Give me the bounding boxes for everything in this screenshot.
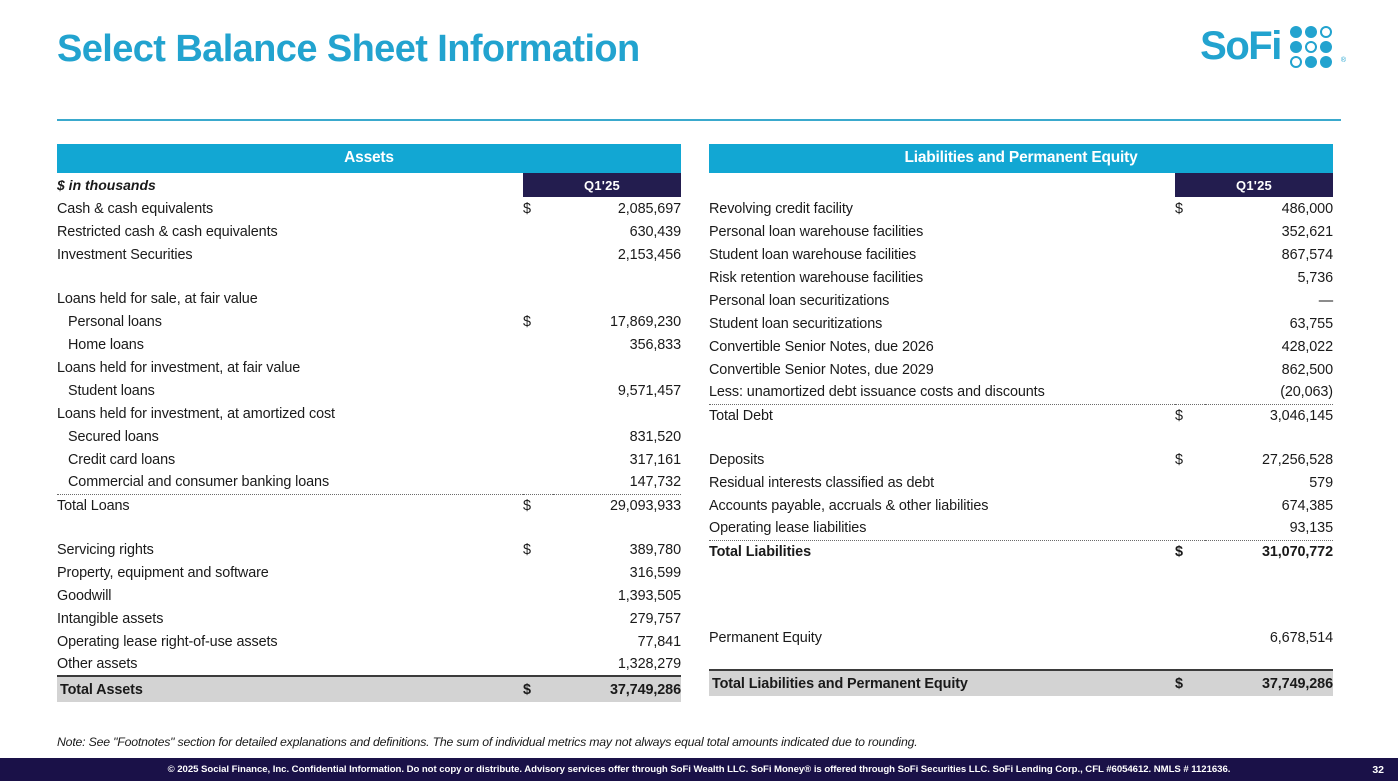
row-currency-symbol [1175,289,1205,312]
row-label: Revolving credit facility [709,200,853,217]
table-row [709,670,1333,696]
table-spacer-row [57,266,681,287]
row-currency-symbol: $ [1175,404,1205,427]
row-value: 630,439 [629,223,681,240]
row-value: 674,385 [1281,497,1333,514]
table-spacer-row [57,517,681,538]
row-currency-symbol [523,243,553,266]
table-row [57,561,681,584]
row-label: Total Liabilities [709,540,1175,563]
row-value: 27,256,528 [1261,451,1333,468]
row-value: 862,500 [1281,361,1333,378]
table-row [57,630,681,653]
table-row [57,538,681,561]
row-currency-symbol: $ [1175,200,1183,217]
liabilities-rows [709,197,1333,696]
row-label: Total Loans [57,494,523,517]
row-value: 867,574 [1281,246,1333,263]
row-currency-symbol: $ [1175,451,1183,468]
row-label: Servicing rights [57,541,154,558]
row-currency-symbol [523,448,553,471]
table-row [57,287,681,310]
table-row [57,356,681,379]
footer-bar [0,758,1398,781]
table-row [57,425,681,448]
table-row [709,448,1333,471]
row-value: 77,841 [637,633,681,650]
logo-dot [1305,56,1317,68]
row-label: Convertible Senior Notes, due 2029 [709,361,934,378]
table-row [709,358,1333,381]
liabilities-table-header: Liabilities and Permanent Equity [709,144,1333,173]
row-currency-symbol [523,607,553,630]
table-row [709,335,1333,358]
footer-legal-text: © 2025 Social Finance, Inc. Confidential Information. Do not copy or distribute. Advisory services offer through SoFi Wealth LLC. SoFi Money® is offered through SoFi Securities LLC. SoFi Lending Corp., CFL #6054612. NMLS # 1121636. [167,764,1231,775]
row-currency-symbol [1175,335,1205,358]
assets-table [57,144,681,702]
logo-dot [1290,41,1302,53]
table-row [57,653,681,676]
row-label: Home loans [68,336,144,353]
row-currency-symbol: $ [1175,670,1205,696]
row-value: (20,063) [1280,384,1333,401]
row-label: Total Assets [57,676,523,702]
row-label: Student loans [68,382,155,399]
liabilities-column-header-row [709,173,1333,197]
table-spacer-row [709,584,1333,605]
row-label: Secured loans [68,428,159,445]
row-value: 29,093,933 [553,494,681,517]
table-row [709,312,1333,335]
row-currency-symbol [523,425,553,448]
row-value: 316,599 [629,564,681,581]
row-value: 579 [1309,474,1333,491]
row-value [553,356,681,379]
row-label: Student loan warehouse facilities [709,246,917,263]
table-row [709,626,1333,649]
assets-table-header: Assets [57,144,681,173]
row-label: Commercial and consumer banking loans [68,474,330,491]
row-value: 1,393,505 [617,587,681,604]
table-row [57,197,681,220]
row-label: Risk retention warehouse facilities [709,269,924,286]
row-currency-symbol [1175,381,1205,404]
table-row [57,379,681,402]
row-label: Loans held for investment, at fair value [57,359,301,376]
row-value: 5,736 [1297,269,1333,286]
row-label: Student loan securitizations [709,315,883,332]
row-label: Less: unamortized debt issuance costs and discounts [709,384,1045,401]
row-label: Personal loans [68,313,162,330]
table-row [57,310,681,333]
table-row [709,266,1333,289]
row-value: 31,070,772 [1205,540,1333,563]
title-divider [57,119,1341,121]
row-label: Other assets [57,656,138,672]
table-row [709,197,1333,220]
logo-dot [1305,26,1317,38]
table-row [57,494,681,517]
row-currency-symbol [523,220,553,243]
row-currency-symbol [523,356,553,379]
row-label: Restricted cash & cash equivalents [57,223,278,240]
row-currency-symbol: $ [523,676,553,702]
table-row [709,471,1333,494]
row-currency-symbol: $ [523,200,531,217]
footnote-note: Note: See "Footnotes" section for detailed explanations and definitions. The sum of individual metrics may not always equal total amounts indicated due to rounding. [57,735,918,749]
table-row [57,607,681,630]
registered-trademark-icon: ® [1340,57,1346,64]
row-value: 356,833 [629,336,681,353]
row-value: 389,780 [629,541,681,558]
row-currency-symbol [523,653,553,676]
table-row [709,220,1333,243]
row-currency-symbol [1175,494,1205,517]
row-value: 93,135 [1289,520,1333,537]
row-currency-symbol [1175,243,1205,266]
row-label: Operating lease liabilities [709,520,867,537]
table-row [709,540,1333,563]
row-value: 428,022 [1281,338,1333,355]
sofi-logo [1200,24,1346,68]
row-label: Personal loan warehouse facilities [709,223,924,240]
row-value: 2,085,697 [617,200,681,217]
row-label: Operating lease right-of-use assets [57,633,278,650]
table-row [57,333,681,356]
row-label: Residual interests classified as debt [709,474,935,491]
row-label: Total Liabilities and Permanent Equity [709,670,1175,696]
row-currency-symbol: $ [523,313,531,330]
row-value: 279,757 [629,610,681,627]
logo-dot [1320,41,1332,53]
logo-dot [1305,41,1317,53]
row-value: 37,749,286 [553,676,681,702]
logo-dot [1320,56,1332,68]
row-currency-symbol [1175,471,1205,494]
row-value: 6,678,514 [1269,629,1333,646]
table-row [709,404,1333,427]
row-value: 352,621 [1281,223,1333,240]
logo-dot [1290,56,1302,68]
assets-column-header-row [57,173,681,197]
row-currency-symbol [1175,517,1205,540]
table-row [57,220,681,243]
row-currency-symbol: $ [523,494,553,517]
table-spacer-row [709,563,1333,584]
row-value: 63,755 [1289,315,1333,332]
row-label: Credit card loans [68,451,176,468]
table-row [709,381,1333,404]
row-value: 17,869,230 [609,313,681,330]
row-label: Permanent Equity [709,629,822,646]
table-row [709,243,1333,266]
row-currency-symbol [523,561,553,584]
table-row [57,676,681,702]
table-row [709,494,1333,517]
sofi-dot-grid-icon [1290,26,1332,68]
row-label: Cash & cash equivalents [57,200,214,217]
row-label: Investment Securities [57,246,193,263]
table-spacer-row [709,605,1333,626]
table-spacer-row [709,649,1333,670]
row-label: Property, equipment and software [57,564,269,581]
table-spacer-row [709,427,1333,448]
row-label: Accounts payable, accruals & other liabilities [709,497,989,514]
row-currency-symbol: $ [1175,540,1205,563]
table-row [57,471,681,494]
row-currency-symbol [523,379,553,402]
row-label: Loans held for sale, at fair value [57,290,258,307]
row-currency-symbol [1175,220,1205,243]
row-label: Deposits [709,451,765,468]
row-label: Intangible assets [57,610,164,627]
row-currency-symbol [523,333,553,356]
table-row [57,402,681,425]
table-row [709,517,1333,540]
row-value: 9,571,457 [617,382,681,399]
page-title: Select Balance Sheet Information [57,28,640,70]
row-value [553,287,681,310]
row-value: 831,520 [629,428,681,445]
liabilities-period-header: Q1'25 [1175,173,1333,197]
row-value: 1,328,279 [617,656,681,672]
row-currency-symbol [523,287,553,310]
page-number: 32 [1372,763,1384,776]
row-currency-symbol [1175,312,1205,335]
row-value: 486,000 [1281,200,1333,217]
table-row [57,448,681,471]
row-value: 3,046,145 [1205,404,1333,427]
logo-dot [1290,26,1302,38]
assets-unit-label: $ in thousands [57,177,156,193]
row-label: Goodwill [57,587,112,604]
row-currency-symbol [1175,358,1205,381]
row-value: 317,161 [629,451,681,468]
row-currency-symbol [523,471,553,494]
row-currency-symbol [1175,626,1205,649]
row-label: Personal loan securitizations [709,292,890,309]
row-currency-symbol: $ [523,541,531,558]
row-value: 147,732 [629,474,681,491]
assets-rows [57,197,681,702]
logo-dot [1320,26,1332,38]
table-row [709,289,1333,312]
sofi-wordmark: SoFi [1200,24,1281,68]
assets-period-header: Q1'25 [523,173,681,197]
row-label: Convertible Senior Notes, due 2026 [709,338,934,355]
table-row [57,584,681,607]
row-currency-symbol [523,584,553,607]
row-currency-symbol [523,402,553,425]
row-currency-symbol [1175,266,1205,289]
row-value: 2,153,456 [617,246,681,263]
row-value: 37,749,286 [1205,670,1333,696]
row-label: Total Debt [709,404,1175,427]
row-currency-symbol [523,630,553,653]
row-label: Loans held for investment, at amortized cost [57,405,335,422]
row-value: — [1318,292,1333,309]
liabilities-table [709,144,1333,696]
table-row [57,243,681,266]
row-value [553,402,681,425]
